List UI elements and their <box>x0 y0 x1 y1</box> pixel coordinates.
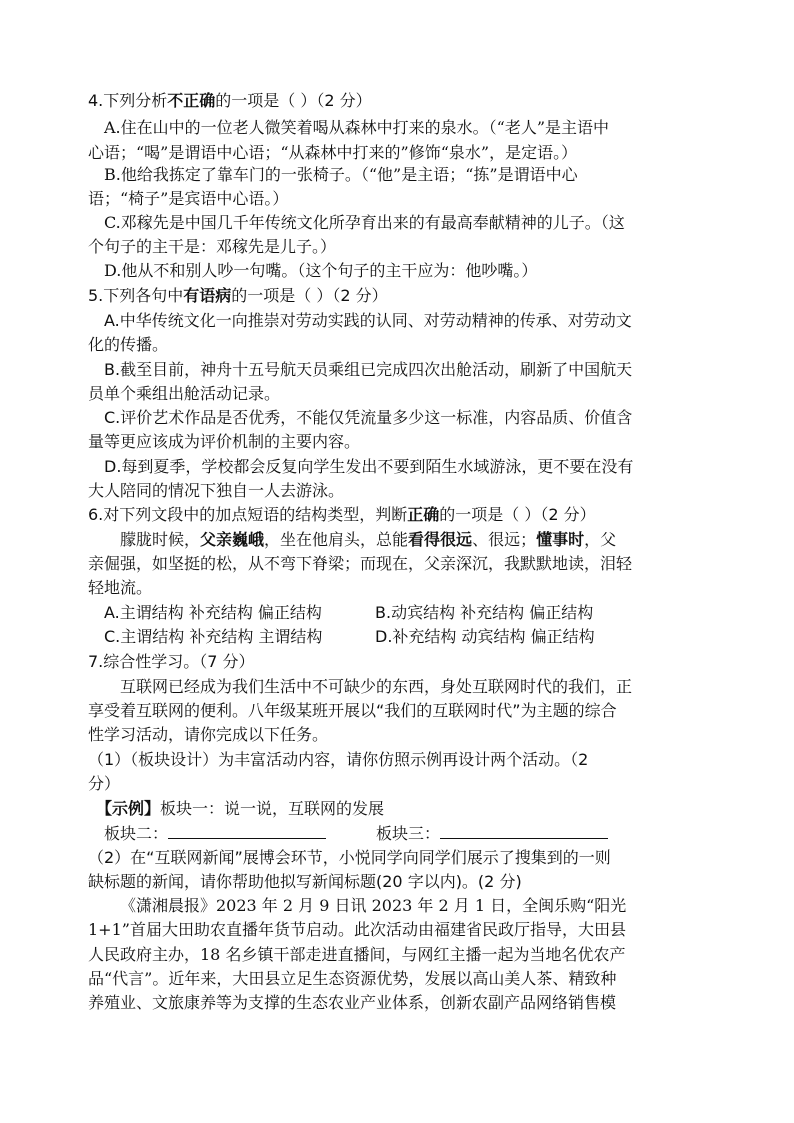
q5-stem-suffix: 的一项是（ ）（2 分） <box>231 286 388 305</box>
q5-option-a-line1: A.中华传统文化一向推崇对劳动实践的认同、对劳动精神的传承、对劳动文 <box>104 311 632 330</box>
q4-option-c-line1: C.邓稼先是中国几千年传统文化所孕育出来的有最高奉献精神的儿子。（这 <box>104 213 625 232</box>
q6-option-b: B.动宾结构 补充结构 偏正结构 <box>375 603 594 622</box>
q6-option-a: A.主谓结构 补充结构 偏正结构 <box>104 603 322 622</box>
q6-option-c: C.主谓结构 补充结构 主谓结构 <box>104 627 323 646</box>
q7-title: 7.综合性学习。（7 分） <box>88 652 255 671</box>
q5-option-b-line1: B.截至目前，神舟十五号航天员乘组已完成四次出舱活动，刷新了中国航天 <box>104 360 633 379</box>
q6-passage-text: ，坐在他肩头，总能 <box>264 530 409 549</box>
q6-stem-prefix: 6.对下列文段中的加点短语的结构类型，判断 <box>88 505 408 524</box>
q7-intro-line3: 性学习活动，请你完成以下任务。 <box>88 725 329 744</box>
q5-stem-prefix: 5.下列各句中 <box>88 286 184 305</box>
q7-block2 <box>104 820 326 847</box>
q7-block3-answer-blank[interactable] <box>440 820 608 839</box>
q4-stem-emphasis: 不正确 <box>167 91 216 110</box>
q5-option-b-line2: 员单个乘组出舱活动记录。 <box>88 384 281 403</box>
q7-news-line1: 《潇湘晨报》2023 年 2 月 9 日讯 2023 年 2 月 1 日，全闽乐购“阳光 <box>120 896 627 915</box>
q7-block2-label: 板块二： <box>104 824 169 843</box>
q7-task2-line1: （2）在“互联网新闻”展博会环节，小悦同学向同学们展示了搜集到的一则 <box>88 848 611 867</box>
q7-example <box>96 796 384 822</box>
q6-passage-text: 朦胧时候， <box>120 530 201 549</box>
q4-option-a-line1: A.住在山中的一位老人微笑着喝从森林中打来的泉水。（“老人”是主语中 <box>104 118 610 137</box>
q4-stem <box>88 88 372 114</box>
q7-task1-line1: （1）（板块设计）为丰富活动内容，请你仿照示例再设计两个活动。（2 <box>88 750 589 769</box>
q5-stem <box>88 283 388 309</box>
q4-option-b-line2: 语；“椅子”是宾语中心语。） <box>88 189 289 208</box>
q7-news-line2: 1+1”首届大田助农直播年货节启动。此次活动由福建省民政厅指导，大田县 <box>88 920 626 939</box>
q7-example-tag: 【示例】 <box>96 799 161 818</box>
q7-block3-label: 板块三： <box>376 824 441 843</box>
q4-option-c-line2: 个句子的主干是：邓稼先是儿子。） <box>88 237 337 256</box>
q6-stem-suffix: 的一项是（ ）（2 分） <box>439 505 596 524</box>
q4-option-d: D.他从不和别人吵一句嘴。（这个句子的主干应为：他吵嘴。） <box>104 261 538 280</box>
q7-example-text: 板块一：说一说，互联网的发展 <box>160 799 385 818</box>
q7-news-line4: 品“代言”。近年来，大田县立足生态资源优势，发展以高山美人茶、精致种 <box>88 969 617 988</box>
q7-block3 <box>376 820 608 847</box>
q7-task2-line2: 缺标题的新闻，请你帮助他拟写新闻标题(20 字以内)。(2 分) <box>88 872 522 891</box>
q7-news-line3: 人民政府主办，18 名乡镇干部走进直播间，与网红主播一起为当地名优农产 <box>88 945 626 964</box>
q5-option-d-line1: D.每到夏季，学校都会反复向学生发出不要到陌生水域游泳，更不要在没有 <box>104 457 634 476</box>
q6-dotted-phrase-3: 懂事时 <box>536 530 585 549</box>
q6-stem-emphasis: 正确 <box>407 505 440 524</box>
q7-intro-line1: 互联网已经成为我们生活中不可缺少的东西，身处互联网时代的我们，正 <box>120 677 633 696</box>
q5-option-c-line1: C.评价艺术作品是否优秀，不能仅凭流量多少这一标准，内容品质、价值含 <box>104 408 633 427</box>
q6-passage-line1 <box>120 527 616 553</box>
q5-stem-emphasis: 有语病 <box>183 286 232 305</box>
q7-block2-answer-blank[interactable] <box>168 820 326 839</box>
q6-dotted-phrase-2: 看得很远 <box>408 530 473 549</box>
q6-passage-text: 、很远； <box>472 530 537 549</box>
q4-stem-prefix: 4.下列分析 <box>88 91 168 110</box>
q4-option-b-line1: B.他给我拣定了靠车门的一张椅子。（“他”是主语；“拣”是谓语中心 <box>104 165 578 184</box>
q6-dotted-phrase-1: 父亲巍峨 <box>200 530 265 549</box>
q6-stem <box>88 502 596 528</box>
q7-intro-line2: 享受着互联网的便利。八年级某班开展以“我们的互联网时代”为主题的综合 <box>88 701 617 720</box>
q4-option-a-line2: 心语；“喝”是谓语中心语；“从森林中打来的”修饰“泉水”，是定语。） <box>88 143 578 162</box>
q6-passage-line3: 轻地流。 <box>88 578 153 597</box>
q6-passage-line2: 亲倔强，如坚挺的松，从不弯下脊梁；而现在，父亲深沉，我默默地读，泪轻 <box>88 554 633 573</box>
q6-option-d: D.补充结构 动宾结构 偏正结构 <box>375 627 595 646</box>
q7-task1-line2: 分） <box>88 774 121 793</box>
q6-passage-text: ，父 <box>584 530 617 549</box>
q7-news-line5: 养殖业、文旅康养等为支撑的生态农业产业体系，创新农副产品网络销售模 <box>88 993 617 1012</box>
q5-option-d-line2: 大人陪同的情况下独自一人去游泳。 <box>88 481 345 500</box>
q4-stem-suffix: 的一项是（ ）（2 分） <box>215 91 372 110</box>
q5-option-a-line2: 化的传播。 <box>88 335 169 354</box>
q5-option-c-line2: 量等更应该成为评价机制的主要内容。 <box>88 432 361 451</box>
